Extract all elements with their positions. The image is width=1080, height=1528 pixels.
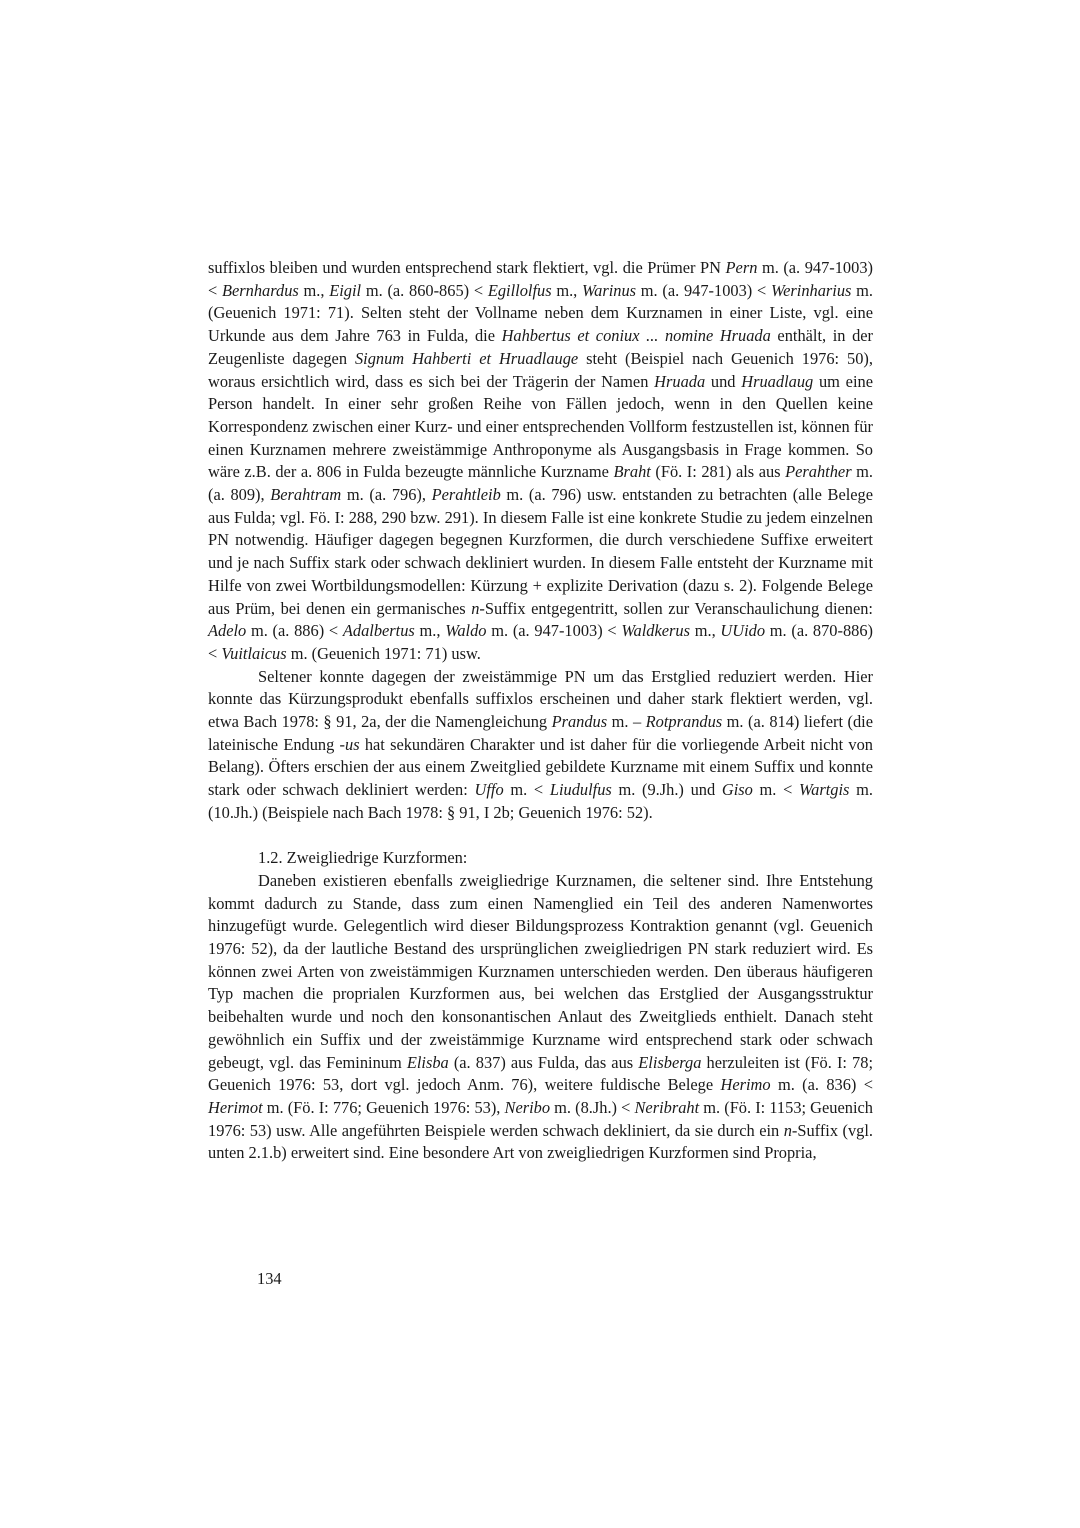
- italic-term: Eigil: [329, 280, 362, 300]
- text-run: m. <: [752, 780, 800, 800]
- text-run: m. –: [607, 712, 646, 732]
- italic-term: Perahther: [785, 462, 852, 482]
- text-run: m. (a. 796),: [341, 485, 432, 505]
- text-run: m. (Fö. I: 776; Geuenich 1976: 53),: [262, 1098, 505, 1117]
- text-run: m. (a. 796) usw. entstanden zu betrachten (alle Belege aus Fulda; vgl. Fö. I: 288, 290 bzw. 291). In diesem Falle ist eine konkrete Studie zu jedem einzelnen PN notwendig. Häufiger dagegen begegnen Kurzformen, die durch verschiedene Suffixe erweitert und je nach Suffix stark oder schwach dekliniert wurden. In diesem Falle entsteht der Kurzname mit Hilfe von zwei Wortbildungsmodellen: Kürzung + explizite Derivation (dazu s. 2). Folgende Belege aus Prüm, bei denen ein germanisches: [208, 485, 874, 618]
- text-run: suffixlos bleiben und wurden entsprechend stark flektiert, vgl. die Prümer PN: [208, 258, 726, 277]
- italic-term: Herimot: [208, 1098, 263, 1117]
- text-run: m.,: [414, 621, 446, 641]
- text-run: m. (a. 836) <: [770, 1075, 873, 1095]
- text-run: (a. 837) aus Fulda, das aus: [448, 1052, 639, 1072]
- text-run: herzuleiten ist (Fö. I: 78; Geuenich 1976: 53, dort vgl. jedoch Anm. 76), weitere fuldische Belege: [208, 1052, 873, 1095]
- paragraph-3: [208, 870, 873, 1165]
- text-run: m. (a. 809),: [208, 462, 873, 505]
- text-run: m. (a. 947-1003) <: [208, 258, 873, 300]
- italic-term: Wartgis: [799, 780, 850, 800]
- page-number: 134: [257, 1269, 282, 1288]
- italic-term: n: [783, 1120, 792, 1140]
- text-run: m. (Geuenich 1971: 71) usw.: [286, 643, 481, 663]
- text-run: m. (a. 947-1003) <: [636, 280, 771, 300]
- text-run: und: [705, 371, 742, 391]
- text-run: m. (a. 814) liefert (die lateinische Endung: [208, 712, 873, 754]
- italic-term: Vuitlaicus: [221, 643, 287, 663]
- italic-term: Pern: [725, 258, 758, 277]
- text-run: m. (a. 886) <: [246, 621, 343, 641]
- italic-term: Herimo: [720, 1075, 771, 1095]
- text-run: enthält, in der Zeugenliste dagegen: [208, 326, 873, 368]
- paragraph-1: [208, 257, 873, 666]
- text-run: m. (a. 860-865) <: [361, 280, 488, 300]
- text-run: -Suffix (vgl. unten 2.1.b) erweitert sind. Eine besondere Art von zweigliedrigen Kurzformen sind Propria,: [208, 1120, 873, 1163]
- text-run: m. (a. 947-1003) <: [486, 621, 622, 641]
- text-run: (Fö. I: 281) als aus: [650, 462, 786, 482]
- italic-term: Giso: [721, 780, 753, 800]
- italic-term: Elisberga: [638, 1052, 702, 1072]
- text-run: Daneben existieren ebenfalls zweigliedrige Kurznamen, die seltener sind. Ihre Entstehung kommt dadurch zu Stande, dass zum einen Namenglied ein Teil des anderen Namenwortes hinzugefügt wurde. Gelegentlich wird dieser Bildungsprozess Kontraktion genannt (vgl. Geuenich 1976: 52), da der lautliche Bestand des ursprünglichen zweigliedrigen PN stark reduziert wird. Es können zwei Arten von zweistämmigen Kurznamen unterschieden werden. Den überaus häufigeren Typ machen die proprialen Kurzformen aus, bei welchen das Erstglied der Ausgangsstruktur beibehalten wurde und noch den konsonantischen Anlaut des Zweitglieds enthielt. Danach steht gewöhnlich ein Suffix und der zweistämmige Kurzname wird entsprechend stark oder schwach gebeugt, vgl. das Femininum: [208, 870, 873, 1072]
- italic-term: Signum Hahberti et Hruadlauge: [354, 348, 579, 368]
- text-run: hat sekundären Charakter und ist daher für die vorliegende Arbeit nicht von Belang). Öfters erschien der aus einem Zweitglied gebildete Kurzname mit einem Suffix und konnte stark oder schwach dekliniert werden:: [208, 734, 873, 800]
- italic-term: Elisba: [406, 1052, 449, 1072]
- italic-term: Adalbertus: [342, 621, 415, 641]
- italic-term: Hahbertus et coniux ... nomine Hruada: [501, 326, 771, 346]
- italic-term: Prandus: [551, 712, 608, 732]
- italic-term: Warinus: [582, 280, 637, 300]
- text-run: m. (9.Jh.) und: [611, 780, 722, 800]
- text-run: m. (10.Jh.) (Beispiele nach Bach 1978: § 91, I 2b; Geuenich 1976: 52).: [208, 780, 873, 822]
- italic-term: UUido: [720, 621, 766, 641]
- text-run: -Suffix entgegentritt, sollen zur Veranschaulichung dienen:: [479, 598, 873, 618]
- text-run: m. (Fö. I: 1153; Geuenich 1976: 53) usw. Alle angeführten Beispiele werden schwach dekliniert, da sie durch ein: [208, 1098, 873, 1140]
- italic-term: Bernhardus: [222, 280, 299, 300]
- text-run: Seltener konnte dagegen der zweistämmige PN um das Erstglied reduziert werden. Hier konnte das Kürzungsprodukt ebenfalls suffixlos erscheinen und daher stark flektiert werden, vgl. etwa Bach 1978: § 91, 2a, der die Namengleichung: [208, 666, 873, 732]
- italic-term: Braht: [613, 462, 651, 482]
- section-heading: 1.2. Zweigliedrige Kurzformen:: [258, 848, 468, 868]
- italic-term: -us: [339, 734, 360, 754]
- text-run: m.,: [551, 280, 583, 300]
- italic-term: Adelo: [208, 621, 247, 641]
- text-run: m. <: [503, 780, 550, 800]
- italic-term: Liudulfus: [549, 780, 612, 800]
- italic-term: Waldkerus: [621, 621, 690, 641]
- italic-term: Rotprandus: [645, 712, 723, 732]
- italic-term: Hruadlaug: [741, 371, 814, 391]
- italic-term: Uffo: [474, 780, 504, 800]
- italic-term: Neribo: [504, 1098, 551, 1117]
- italic-term: Waldo: [445, 621, 487, 641]
- italic-term: n: [471, 598, 480, 618]
- paragraph-2: [208, 666, 873, 825]
- italic-term: Werinharius: [770, 280, 852, 300]
- italic-term: Hruada: [654, 371, 706, 391]
- text-run: m.,: [690, 621, 721, 641]
- text-run: m.,: [298, 280, 330, 300]
- text-run: steht (Beispiel nach Geuenich 1976: 50), woraus ersichtlich wird, dass es sich bei der Trägerin der Namen: [208, 348, 873, 391]
- italic-term: Egillolfus: [487, 280, 552, 300]
- text-run: m. (Geuenich 1971: 71). Selten steht der Vollname neben dem Kurznamen in einer Liste, vgl. eine Urkunde aus dem Jahre 763 in Fulda, die: [208, 280, 874, 346]
- text-run: m. (8.Jh.) <: [550, 1098, 635, 1117]
- italic-term: Perahtleib: [431, 485, 501, 505]
- italic-term: Neribraht: [634, 1098, 700, 1117]
- page-body: [208, 257, 873, 1165]
- text-run: um eine Person handelt. In einer sehr großen Reihe von Fällen jedoch, wenn in den Quellen keine Korrespondenz zwischen einer Kurz- und einer entsprechenden Vollform festzustellen ist, können für einen Kurznamen mehrere zweistämmige Anthroponyme als Ausgangsbasis in Frage kommen. So wäre z.B. der a. 806 in Fulda bezeugte männliche Kurzname: [208, 371, 873, 482]
- italic-term: Berahtram: [270, 485, 342, 505]
- text-run: m. (a. 870-886) <: [208, 621, 874, 663]
